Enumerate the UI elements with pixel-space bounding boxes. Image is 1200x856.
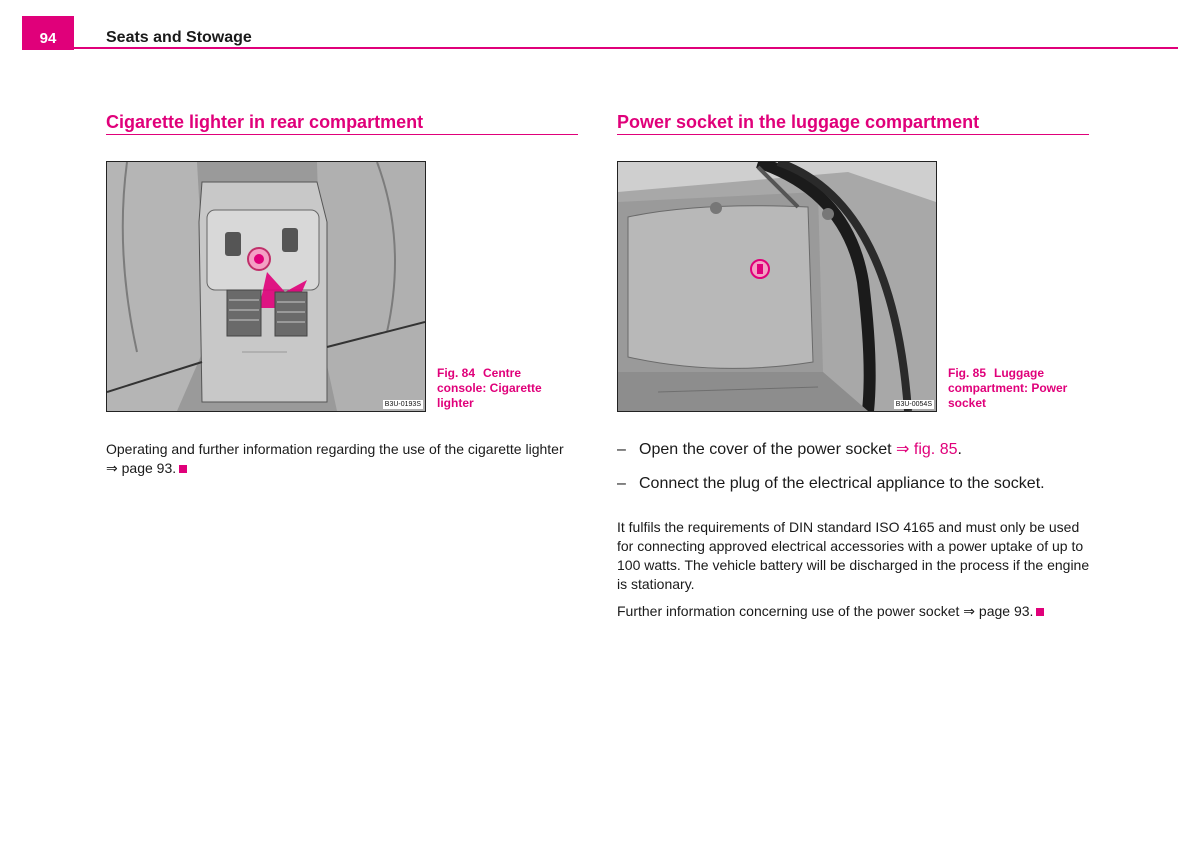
figure-caption-text: Luggage compartment: Power socket bbox=[948, 366, 1068, 410]
figure-caption-85 bbox=[948, 366, 1078, 411]
cigarette-lighter-paragraph bbox=[106, 440, 580, 478]
centre-console-illustration bbox=[107, 162, 425, 411]
paragraph-text: Further information concerning use of the power socket bbox=[617, 603, 960, 619]
power-socket-further-info-paragraph bbox=[617, 602, 1091, 621]
figure-centre-console bbox=[106, 161, 426, 412]
step-item bbox=[617, 474, 1045, 494]
section-divider-right bbox=[617, 134, 1089, 135]
page-number-badge bbox=[22, 16, 74, 50]
luggage-compartment-illustration bbox=[618, 162, 936, 411]
section-heading-power-socket: Power socket in the luggage compartment bbox=[617, 112, 980, 132]
arrow-icon: ⇒ bbox=[963, 603, 976, 619]
header-divider bbox=[22, 47, 1178, 49]
step-item bbox=[617, 440, 962, 460]
figure-caption-84 bbox=[437, 366, 567, 411]
step-dash: – bbox=[617, 475, 626, 492]
figure-number: Fig. 84 bbox=[437, 366, 476, 380]
figure-code: B3U-0054S bbox=[895, 401, 932, 408]
step-text: Connect the plug of the electrical appliance to the socket. bbox=[639, 475, 1045, 492]
chapter-title: Seats and Stowage bbox=[106, 29, 252, 46]
page-reference-link[interactable]: page 93. bbox=[121, 460, 177, 476]
step-text: Open the cover of the power socket bbox=[639, 441, 892, 458]
end-of-section-marker-icon bbox=[1036, 608, 1044, 616]
power-socket-requirements-paragraph: It fulfils the requirements of DIN standard ISO 4165 and must only be used for connecting approved electrical accessories with a power uptake of up to 100 watts. The vehicle battery will be discharged in the process if the engine is stationary. bbox=[617, 519, 1090, 592]
end-of-section-marker-icon bbox=[179, 465, 187, 473]
section-heading-cigarette-lighter: Cigarette lighter in rear compartment bbox=[106, 112, 424, 132]
step-dash: – bbox=[617, 441, 626, 458]
arrow-icon: ⇒ bbox=[106, 460, 118, 476]
page-number: 94 bbox=[39, 30, 57, 47]
paragraph-text: Operating and further information regarding the use of the cigarette lighter bbox=[106, 441, 564, 457]
figure-code: B3U-0193S bbox=[384, 401, 421, 408]
step-tail: . bbox=[957, 441, 962, 458]
figure-number: Fig. 85 bbox=[948, 366, 987, 380]
figure-reference-link[interactable]: fig. 85 bbox=[913, 441, 958, 458]
arrow-icon: ⇒ bbox=[896, 441, 910, 458]
page-reference-link[interactable]: page 93. bbox=[978, 603, 1034, 619]
section-divider-left bbox=[106, 134, 578, 135]
figure-luggage-compartment bbox=[617, 161, 937, 412]
figure-caption-text: Centre console: Cigarette lighter bbox=[437, 366, 542, 410]
